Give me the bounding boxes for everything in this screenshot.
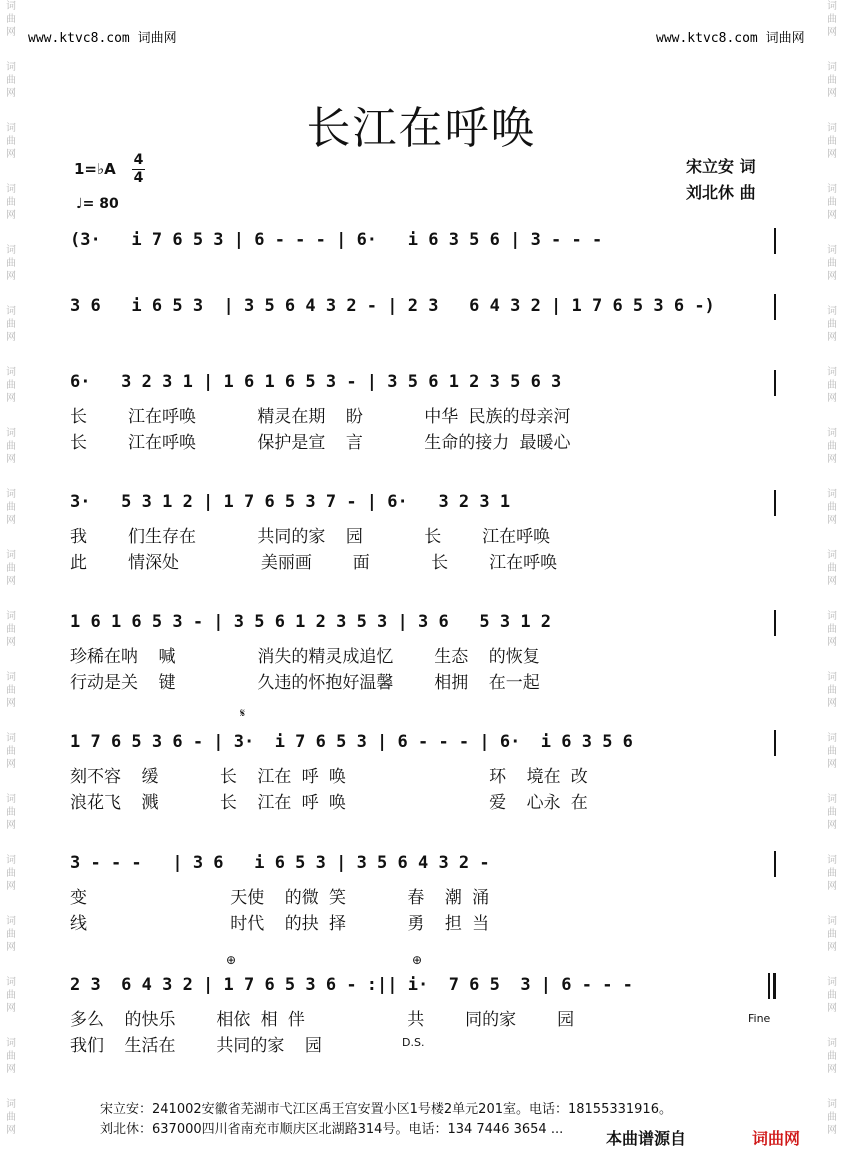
fine-marking: Fine [748,1012,771,1025]
watermark-glyph-group: 词 曲 网 [6,245,16,282]
notation-row-7: 3 - - - | 3 6 i 6 5 3 | 3 5 6 4 3 2 - [70,853,490,873]
lyricist-credit: 宋立安 词 [686,157,756,176]
notation-row-5: 1 6 1 6 5 3 - | 3 5 6 1 2 3 5 3 | 3 6 5 3 1 2 [70,612,552,632]
barline-end-7 [774,851,776,877]
watermark-glyph-group: 词 曲 网 [827,1038,837,1075]
watermark-glyph-group: 词 曲 网 [6,184,16,221]
watermark-glyph-group: 词 曲 网 [6,733,16,770]
key-signature: 1=♭A [74,160,116,178]
lyric-row-8b: 我们 生活在 共同的家 园 [70,1036,322,1056]
watermark-glyph-group: 词 曲 网 [6,1,16,38]
watermark-glyph-group: 词 曲 网 [827,184,837,221]
tempo-marking: ♩= 80 [76,196,119,212]
lyric-row-4b: 此 情深处 美丽画 面 长 江在呼唤 [70,553,558,573]
watermark-glyph-group: 词 曲 网 [827,1099,837,1136]
barline-end-4 [774,490,776,516]
watermark-glyph-group: 词 曲 网 [6,855,16,892]
watermark-glyph-group: 词 曲 网 [827,306,837,343]
right-watermark-strip [823,0,841,1172]
song-title: 长江在呼唤 [306,103,537,154]
watermark-glyph-group: 词 曲 网 [827,916,837,953]
time-denominator: 4 [133,170,144,186]
final-barline-thick [773,973,776,999]
lyric-row-3b: 长 江在呼唤 保护是宣 言 生命的接力 最暖心 [70,433,571,453]
watermark-glyph-group: 词 曲 网 [827,733,837,770]
watermark-glyph-group: 词 曲 网 [827,245,837,282]
lyric-row-7b: 线 时代 的抉 择 勇 担 当 [70,914,490,934]
watermark-glyph-group: 词 曲 网 [6,916,16,953]
watermark-glyph-group: 词 曲 网 [6,1099,16,1136]
watermark-glyph-group: 词 曲 网 [827,489,837,526]
footer-lyricist-address: 宋立安：241002安徽省芜湖市弋江区禹王宫安置小区1号楼2单元201室。电话：18155331916。 [100,1102,672,1117]
watermark-glyph-group: 词 曲 网 [827,123,837,160]
source-label: 本曲谱源自 [606,1129,687,1148]
watermark-glyph-group: 词 曲 网 [827,855,837,892]
final-barline-thin [768,973,770,999]
time-numerator: 4 [133,152,144,168]
watermark-glyph-group: 词 曲 网 [6,611,16,648]
lyric-row-3a: 长 江在呼唤 精灵在期 盼 中华 民族的母亲河 [70,407,571,427]
lyric-row-8a: 多么 的快乐 相依 相 伴 共 同的家 园 [70,1010,575,1030]
barline-end-2 [774,294,776,320]
notation-row-2: 3 6 i 6 5 3 | 3 5 6 4 3 2 - | 2 3 6 4 3 2 | 1 7 6 5 3 6 -) [70,296,715,316]
watermark-glyph-group: 词 曲 网 [827,62,837,99]
barline-end-1 [774,228,776,254]
notation-row-8: 2 3 6 4 3 2 | 1 7 6 5 3 6 - :|| i· 7 6 5 3 | 6 - - - [70,975,633,995]
brand-logo[interactable]: 词曲网 [752,1129,801,1148]
notation-row-4: 3· 5 3 1 2 | 1 7 6 5 3 7 - | 6· 3 2 3 1 [70,492,511,512]
watermark-glyph-group: 词 曲 网 [827,672,837,709]
watermark-glyph-group: 词 曲 网 [6,123,16,160]
watermark-glyph-group: 词 曲 网 [6,62,16,99]
watermark-glyph-group: 词 曲 网 [827,367,837,404]
composer-credit: 刘北休 曲 [686,183,756,202]
site-url-right[interactable]: www.ktvc8.com 词曲网 [656,31,805,46]
lyric-row-5a: 珍稀在呐 喊 消失的精灵成追忆 生态 的恢复 [70,647,540,667]
watermark-glyph-group: 词 曲 网 [6,977,16,1014]
barline-end-3 [774,370,776,396]
barline-end-5 [774,610,776,636]
watermark-glyph-group: 词 曲 网 [6,672,16,709]
coda-mark-2: ⊕ [412,953,423,967]
lyric-row-4a: 我 们生存在 共同的家 园 长 江在呼唤 [70,527,551,547]
watermark-glyph-group: 词 曲 网 [827,428,837,465]
watermark-glyph-group: 词 曲 网 [6,550,16,587]
notation-row-6: 1 7 6 5 3 6 - | 3· i 7 6 5 3 | 6 - - - | 6· i 6 3 5 6 [70,732,633,752]
coda-mark-1: ⊕ [226,953,237,967]
segno-mark: 𝄋 [240,706,246,720]
site-url-left[interactable]: www.ktvc8.com 词曲网 [28,31,177,46]
lyric-row-6b: 浪花飞 溅 长 江在 呼 唤 爱 心永 在 [70,793,588,813]
ds-marking: D.S. [402,1036,425,1049]
notation-row-1: (3· i 7 6 5 3 | 6 - - - | 6· i 6 3 5 6 | 3 - - - [70,230,603,250]
time-signature [132,152,145,187]
watermark-glyph-group: 词 曲 网 [827,611,837,648]
watermark-glyph-group: 词 曲 网 [6,428,16,465]
footer-composer-address: 刘北休：637000四川省南充市顺庆区北湖路314号。电话：134 7446 3654 ... [100,1122,564,1137]
watermark-glyph-group: 词 曲 网 [827,1,837,38]
watermark-glyph-group: 词 曲 网 [827,550,837,587]
watermark-glyph-group: 词 曲 网 [6,306,16,343]
lyric-row-5b: 行动是关 键 久违的怀抱好温馨 相拥 在一起 [70,673,540,693]
lyric-row-6a: 刻不容 缓 长 江在 呼 唤 环 境在 改 [70,767,588,787]
watermark-glyph-group: 词 曲 网 [6,794,16,831]
notation-row-3: 6· 3 2 3 1 | 1 6 1 6 5 3 - | 3 5 6 1 2 3 5 6 3 [70,372,562,392]
watermark-glyph-group: 词 曲 网 [6,367,16,404]
watermark-glyph-group: 词 曲 网 [6,1038,16,1075]
left-watermark-strip [2,0,20,1172]
watermark-glyph-group: 词 曲 网 [827,794,837,831]
lyric-row-7a: 变 天使 的微 笑 春 潮 涌 [70,888,490,908]
watermark-glyph-group: 词 曲 网 [827,977,837,1014]
watermark-glyph-group: 词 曲 网 [6,489,16,526]
barline-end-6 [774,730,776,756]
